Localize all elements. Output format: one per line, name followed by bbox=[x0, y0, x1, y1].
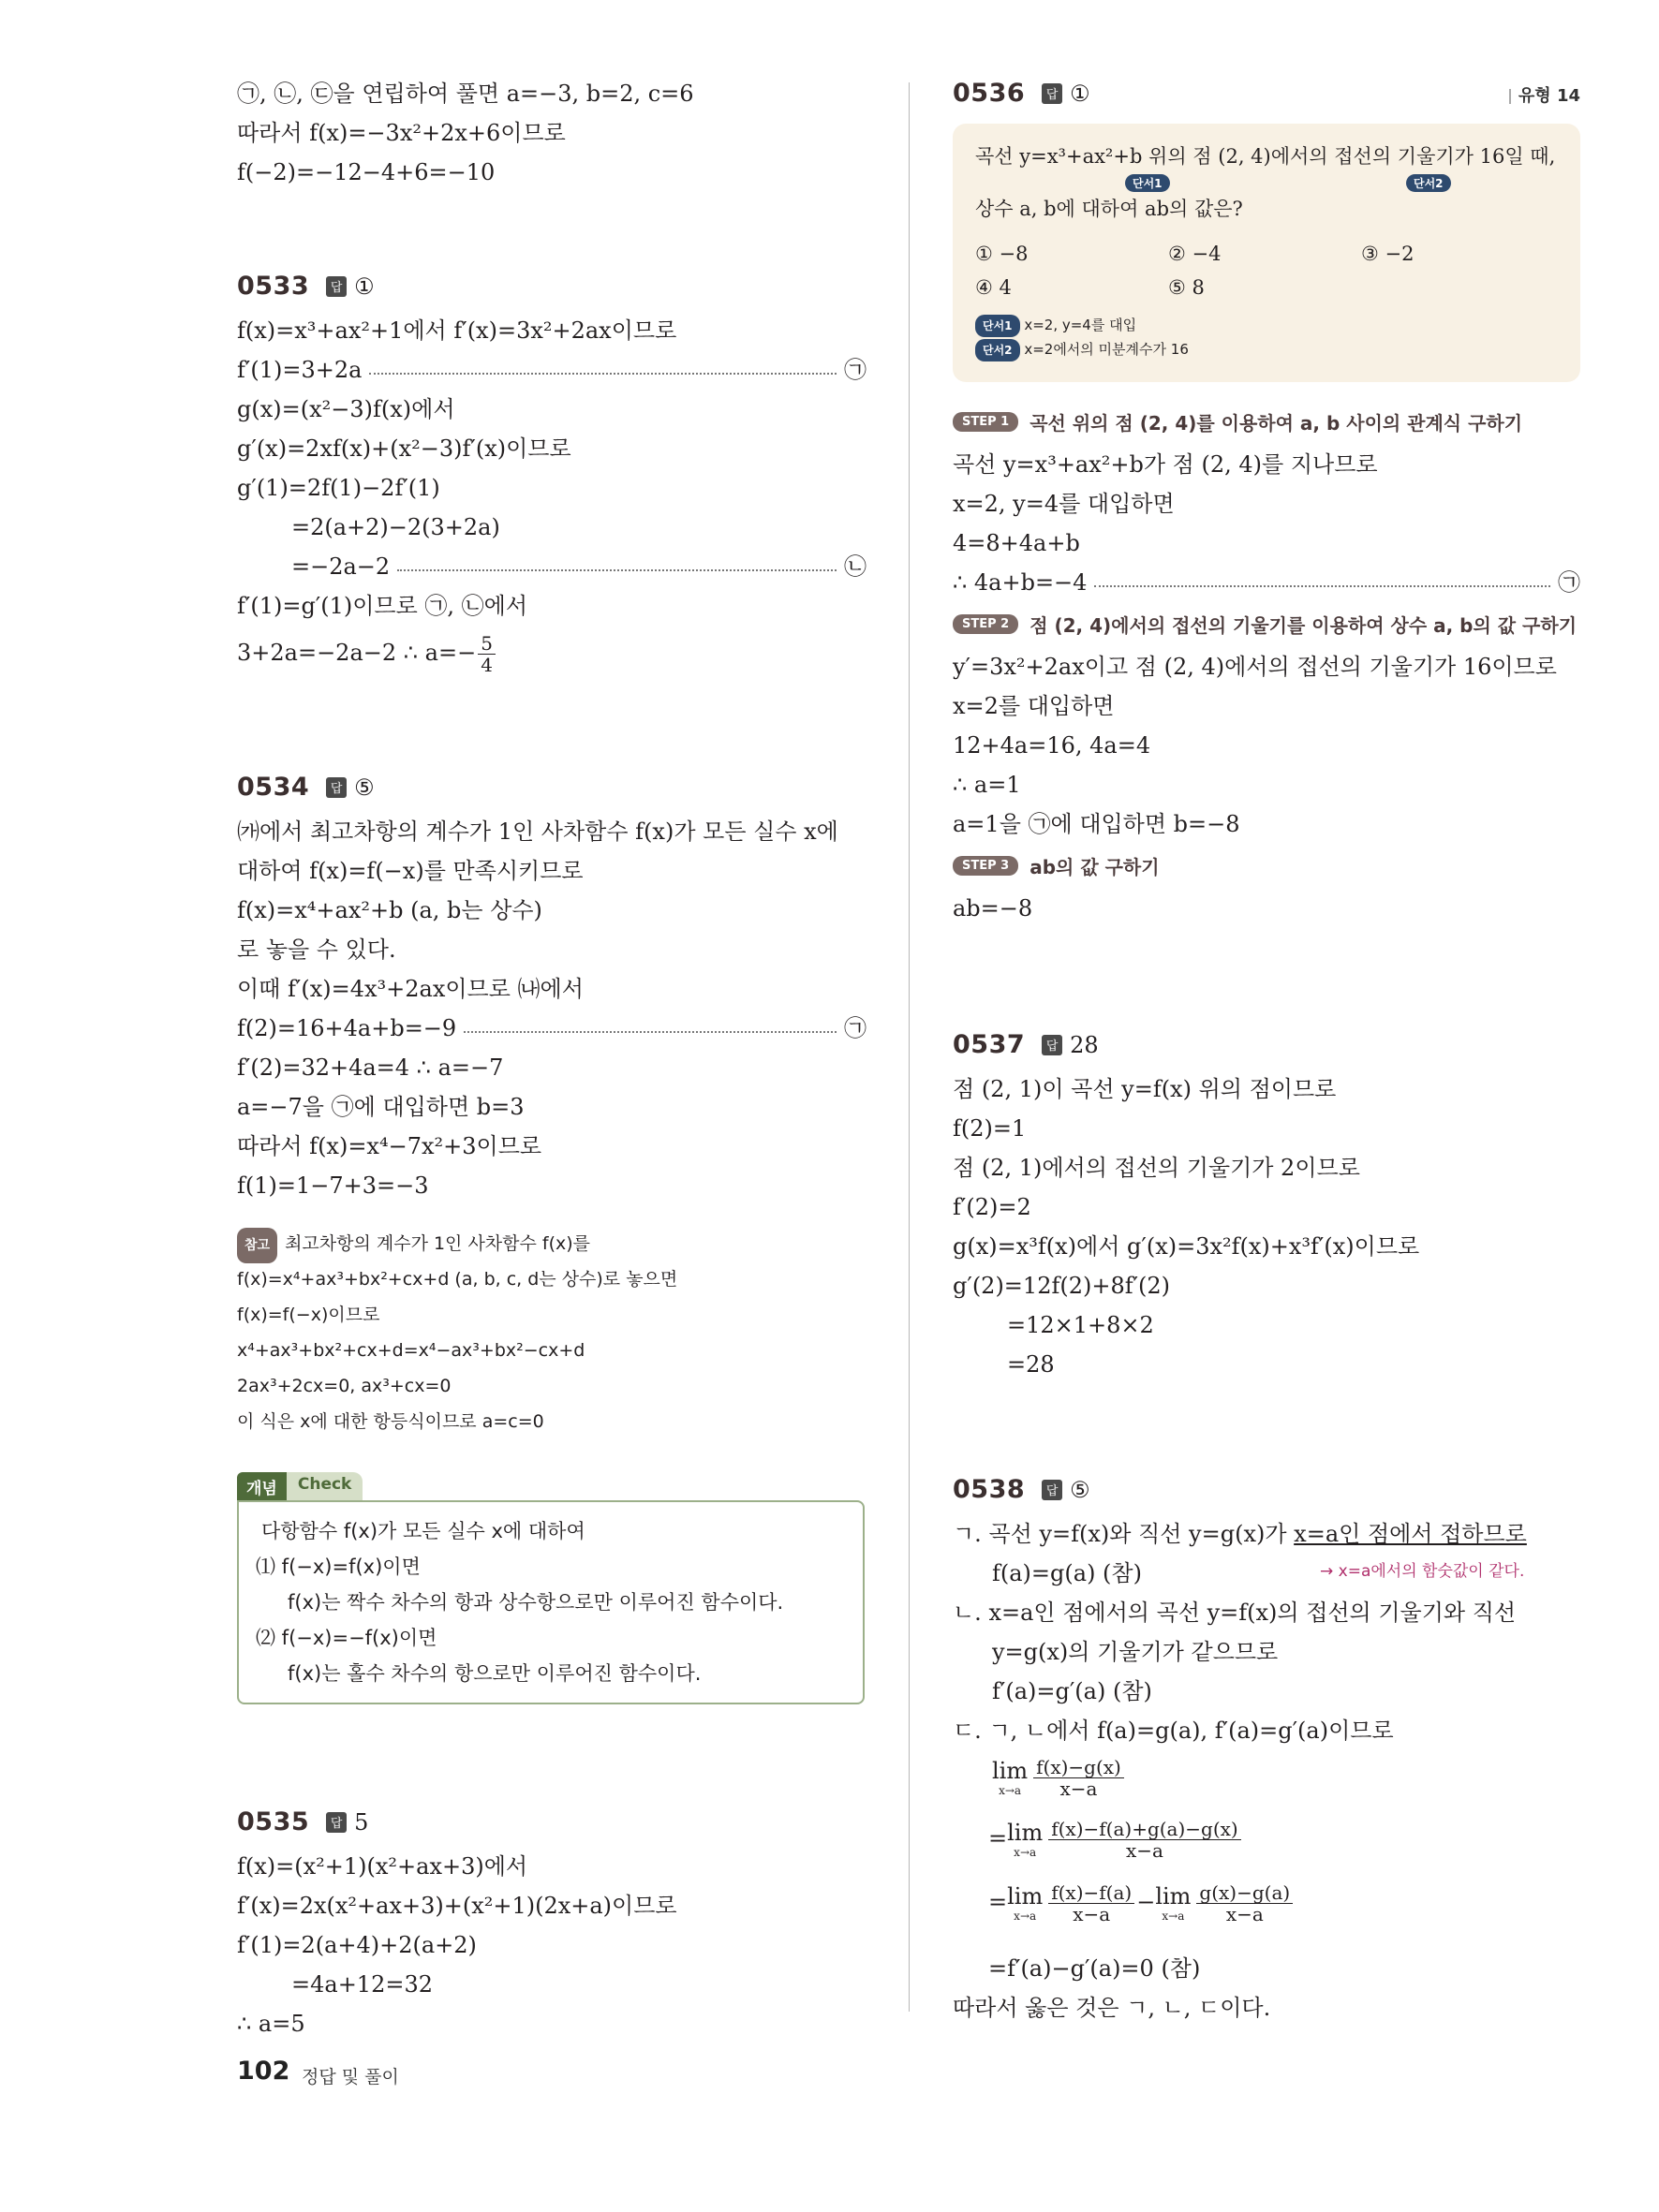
text-line: ㄱ. 곡선 y=f(x)와 직선 y=g(x)가 x=a인 점에서 접하므로 bbox=[953, 1521, 1527, 1547]
text-line: ∴ 4a+b=−4 ㉠ bbox=[953, 566, 1580, 599]
text-line: f(a)=g(a) (참) bbox=[992, 1560, 1142, 1586]
choice: ③ −2 bbox=[1361, 243, 1415, 265]
problem-number: 0533 bbox=[237, 272, 310, 301]
text-line: f(x)=x³+ax²+1에서 f′(x)=3x²+2ax이므로 bbox=[237, 317, 677, 344]
text-line: 곡선 y=x³+ax²+b가 점 (2, 4)를 지나므로 bbox=[953, 451, 1378, 478]
text-line: 점 (2, 1)에서의 접선의 기울기가 2이므로 bbox=[953, 1155, 1360, 1181]
annotation: → x=a에서의 함숫값이 같다. bbox=[1320, 1562, 1525, 1581]
answer-value: ① bbox=[354, 273, 375, 300]
check-line: ⑴ f(−x)=f(x)이면 bbox=[256, 1556, 421, 1578]
text-line: a=−7을 ㉠에 대입하면 b=3 bbox=[237, 1094, 525, 1120]
text-line: f′(2)=32+4a=4 ∴ a=−7 bbox=[237, 1054, 504, 1081]
text-line: f(x)=x⁴+ax²+b (a, b는 상수) bbox=[237, 897, 542, 923]
answer-icon: 답 bbox=[1042, 1480, 1062, 1500]
text-line: =4a+12=32 bbox=[291, 1971, 433, 1998]
note-line: f(x)=f(−x)이므로 bbox=[237, 1305, 380, 1325]
answer-icon: 답 bbox=[326, 777, 347, 798]
limit-expression: = lim x→a $\frac{f(x)-f(a)+g(a)-g(x)}{x-a}$ bbox=[988, 1819, 1243, 1861]
check-line: ⑵ f(−x)=−f(x)이면 bbox=[256, 1627, 437, 1649]
circled-mark: ㉠ bbox=[1558, 569, 1580, 596]
problem-box bbox=[953, 124, 1580, 382]
choice: ④ 4 bbox=[975, 276, 1012, 299]
problem-number: 0538 bbox=[953, 1475, 1026, 1504]
text-line: 로 놓을 수 있다. bbox=[237, 936, 396, 963]
problem-number: 0534 bbox=[237, 773, 310, 802]
concept-check-header: 개념 Check bbox=[237, 1472, 865, 1500]
problem-header-0537 bbox=[953, 1030, 1099, 1059]
note-line: 참고 최고차항의 계수가 1인 사차함수 f(x)를 bbox=[237, 1227, 590, 1263]
step-heading: STEP 1 곡선 위의 점 (2, 4)를 이용하여 a, b 사이의 관계식 구하기 bbox=[953, 408, 1522, 435]
problem-number: 0536 bbox=[953, 79, 1026, 108]
text-line: y′=3x²+2ax이고 점 (2, 4)에서의 접선의 기울기가 16이므로 bbox=[953, 654, 1557, 680]
text-line: f′(1)=2(a+4)+2(a+2) bbox=[237, 1932, 477, 1958]
answer-value: ⑤ bbox=[1070, 1476, 1090, 1503]
hint-line: 단서1 x=2, y=4를 대입 bbox=[975, 315, 1136, 337]
problem-number: 0535 bbox=[237, 1807, 310, 1836]
text-line: =28 bbox=[1007, 1351, 1055, 1378]
circled-mark: ㉠ bbox=[844, 357, 867, 383]
text-line: f(2)=16+4a+b=−9 ㉠ bbox=[237, 1011, 867, 1045]
problem-header-0534 bbox=[237, 773, 375, 802]
choice: ② −4 bbox=[1168, 243, 1222, 265]
problem-text: 상수 a, b에 대하여 ab의 값은? bbox=[975, 198, 1243, 220]
text-line: ∴ a=5 bbox=[237, 2011, 305, 2037]
step-heading: STEP 2 점 (2, 4)에서의 접선의 기울기를 이용하여 상수 a, b의 값 구하기 bbox=[953, 611, 1577, 638]
check-line: f(x)는 홀수 차수의 항으로만 이루어진 함수이다. bbox=[288, 1662, 702, 1685]
text-line: 따라서 f(x)=−3x²+2x+6이므로 bbox=[237, 120, 566, 146]
hint-line: 단서2 x=2에서의 미분계수가 16 bbox=[975, 339, 1189, 361]
problem-header-0536 bbox=[953, 79, 1090, 108]
fraction: $\frac{5}{4}$ bbox=[478, 633, 496, 675]
text-line: g(x)=(x²−3)f(x)에서 bbox=[237, 396, 455, 422]
limit-expression: lim x→a $\frac{f(x)-g(x)}{x-a}$ bbox=[992, 1757, 1126, 1799]
text-line: g(x)=x³f(x)에서 g′(x)=3x²f(x)+x³f′(x)이므로 bbox=[953, 1233, 1420, 1260]
text-line: f(2)=1 bbox=[953, 1115, 1027, 1142]
text-line: ㄴ. x=a인 점에서의 곡선 y=f(x)의 접선의 기울기와 직선 bbox=[953, 1600, 1517, 1626]
text-line: f(1)=1−7+3=−3 bbox=[237, 1172, 429, 1199]
answer-icon: 답 bbox=[1042, 1035, 1062, 1055]
answer-icon: 답 bbox=[326, 1812, 347, 1833]
note-badge: 참고 bbox=[237, 1228, 277, 1263]
text-line: 이때 f′(x)=4x³+2ax이므로 ㈏에서 bbox=[237, 976, 584, 1002]
hint-badge-1: 단서1 bbox=[1125, 174, 1170, 192]
text-line: =f′(a)−g′(a)=0 (참) bbox=[988, 1955, 1201, 1982]
type-tag: 유형 14 bbox=[1509, 82, 1580, 107]
text-line: 12+4a=16, 4a=4 bbox=[953, 732, 1151, 759]
step-heading: STEP 3 ab의 값 구하기 bbox=[953, 852, 1160, 879]
text-line: 3+2a=−2a−2 ∴ a=− $\frac{5}{4}$ bbox=[237, 633, 497, 675]
column-divider bbox=[909, 82, 910, 2012]
text-line: 따라서 옳은 것은 ㄱ, ㄴ, ㄷ이다. bbox=[953, 1995, 1271, 2021]
text-line: a=1을 ㉠에 대입하면 b=−8 bbox=[953, 811, 1240, 837]
text-line: =2(a+2)−2(3+2a) bbox=[291, 514, 500, 540]
text-line: f′(x)=2x(x²+ax+3)+(x²+1)(2x+a)이므로 bbox=[237, 1893, 677, 1919]
concept-check-body bbox=[237, 1500, 865, 1704]
answer-value: 28 bbox=[1070, 1031, 1099, 1058]
hint-badge-2: 단서2 bbox=[1406, 174, 1451, 192]
page-number: 102 bbox=[237, 2057, 290, 2086]
problem-number: 0537 bbox=[953, 1030, 1026, 1059]
text-line: f′(2)=2 bbox=[953, 1194, 1031, 1220]
text-line: ㉠, ㉡, ㉢을 연립하여 풀면 a=−3, b=2, c=6 bbox=[237, 81, 694, 107]
text-line: ㄷ. ㄱ, ㄴ에서 f(a)=g(a), f′(a)=g′(a)이므로 bbox=[953, 1718, 1394, 1744]
answer-value: ① bbox=[1070, 80, 1090, 107]
text-line: y=g(x)의 기울기가 같으므로 bbox=[992, 1639, 1279, 1665]
text-line: ∴ a=1 bbox=[953, 772, 1021, 798]
concept-check-box bbox=[237, 1472, 865, 1704]
note-line: 2ax³+2cx=0, ax³+cx=0 bbox=[237, 1376, 452, 1396]
check-line: f(x)는 짝수 차수의 항과 상수항으로만 이루어진 함수이다. bbox=[288, 1591, 784, 1614]
text-line: =−2a−2 ㉡ bbox=[291, 550, 867, 583]
text-line: g′(x)=2xf(x)+(x²−3)f′(x)이므로 bbox=[237, 435, 571, 462]
page-footer-title: 정답 및 풀이 bbox=[302, 2067, 399, 2087]
circled-mark: ㉡ bbox=[844, 553, 867, 580]
text-line: f′(a)=g′(a) (참) bbox=[992, 1678, 1152, 1704]
text-line: f′(1)=g′(1)이므로 ㉠, ㉡에서 bbox=[237, 593, 528, 619]
problem-text: 곡선 y=x³+ax²+b 위의 점 (2, 4)에서의 접선의 기울기가 16일 때, bbox=[975, 145, 1556, 168]
text-line: 대하여 f(x)=f(−x)를 만족시키므로 bbox=[237, 858, 584, 884]
problem-header-0535 bbox=[237, 1807, 368, 1836]
text-line: f(−2)=−12−4+6=−10 bbox=[237, 159, 496, 185]
text-line: 점 (2, 1)이 곡선 y=f(x) 위의 점이므로 bbox=[953, 1076, 1337, 1102]
text-line: 4=8+4a+b bbox=[953, 530, 1080, 556]
text-line: ab=−8 bbox=[953, 895, 1033, 922]
text-line: ㈎에서 최고차항의 계수가 1인 사차함수 f(x)가 모든 실수 x에 bbox=[237, 818, 838, 845]
note-line: f(x)=x⁴+ax³+bx²+cx+d (a, b, c, d는 상수)로 놓으면 bbox=[237, 1269, 678, 1290]
text-line: g′(2)=12f(2)+8f′(2) bbox=[953, 1273, 1171, 1299]
circled-mark: ㉠ bbox=[844, 1015, 867, 1041]
note-line: 이 식은 x에 대한 항등식이므로 a=c=0 bbox=[237, 1411, 544, 1432]
answer-icon: 답 bbox=[326, 276, 347, 297]
text-line: x=2, y=4를 대입하면 bbox=[953, 491, 1175, 517]
check-line: 다항함수 f(x)가 모든 실수 x에 대하여 bbox=[261, 1520, 585, 1542]
text-line: x=2를 대입하면 bbox=[953, 693, 1115, 719]
text-line: =12×1+8×2 bbox=[1007, 1312, 1154, 1338]
note-line: x⁴+ax³+bx²+cx+d=x⁴−ax³+bx²−cx+d bbox=[237, 1340, 585, 1361]
problem-header-0538 bbox=[953, 1475, 1090, 1504]
answer-value: 5 bbox=[354, 1808, 369, 1836]
text-line: g′(1)=2f(1)−2f′(1) bbox=[237, 475, 440, 501]
choice: ① −8 bbox=[975, 243, 1029, 265]
choice: ⑤ 8 bbox=[1168, 276, 1205, 299]
text-line: f(x)=(x²+1)(x²+ax+3)에서 bbox=[237, 1853, 528, 1880]
problem-header-0533 bbox=[237, 272, 375, 301]
limit-expression: = lim x→a $\frac{f(x)-f(a)}{x-a}$ − lim x→a $\frac{g(x)-g(a)}{x-a}$ bbox=[988, 1882, 1295, 1924]
text-line: 따라서 f(x)=x⁴−7x²+3이므로 bbox=[237, 1133, 542, 1159]
answer-icon: 답 bbox=[1042, 83, 1062, 104]
answer-value: ⑤ bbox=[354, 774, 375, 801]
text-line: f′(1)=3+2a ㉠ bbox=[237, 353, 867, 387]
